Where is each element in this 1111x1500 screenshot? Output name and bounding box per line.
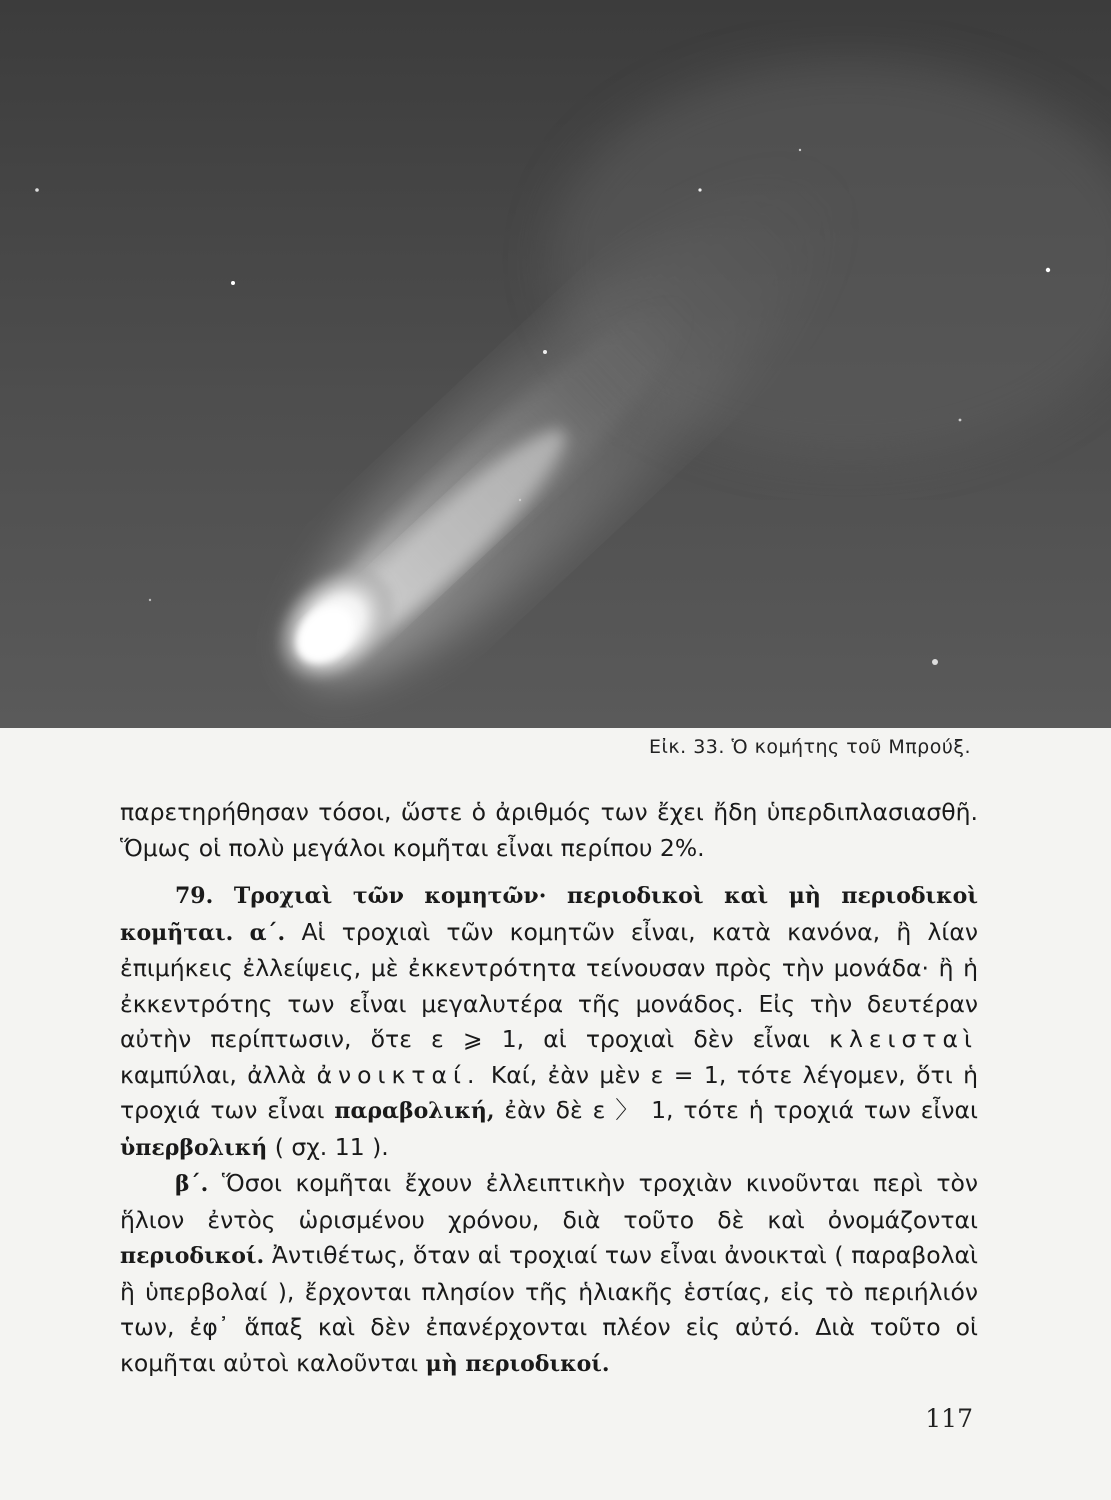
beta-paragraph bbox=[120, 1166, 978, 1382]
beta-text-1: Ὅσοι κομῆται ἔχουν ἐλλειπτικὴν τροχιὰν κινοῦνται περὶ τὸν ἥλιον ἐντὸς ὡρισμένου χρόνου, διὰ τοῦτο δὲ καὶ ὀνομάζονται bbox=[120, 1169, 978, 1234]
comet-photograph bbox=[0, 0, 1111, 728]
page-body bbox=[120, 795, 978, 1382]
term-periodic: περιοδικοί. bbox=[120, 1243, 265, 1269]
section-heading: 79. Τροχιαὶ τῶν κομητῶν· περιοδικοὶ καὶ μὴ περιοδικοὶ κομῆται. bbox=[120, 883, 978, 946]
alpha-text-2: καμπύλαι, ἀλλὰ bbox=[120, 1060, 307, 1089]
beta-text-2: Ἀντιθέτως, ὅταν αἱ τροχιαί των εἶναι ἀνοικταὶ ( παραβολαὶ ἢ ὑπερβολαί ), ἔρχονται πλησίον τῆς ἡλιακῆς ἑστίας, εἰς τὸ περιήλιόν των, ἐφ᾿ ἅπαξ καὶ δὲν ἐπανέρχονται πλέον εἰς αὐτό. Διὰ τοῦτο οἱ κομῆται αὐτοὶ καλοῦνται bbox=[120, 1241, 978, 1377]
section-79-paragraph bbox=[120, 878, 978, 1166]
term-hyperbolic: ὑπερβολική bbox=[120, 1134, 268, 1161]
alpha-spaced-closed: κλεισταὶ bbox=[829, 1025, 978, 1053]
alpha-text-3: Καί, ἐὰν μὲν ε = 1, τότε λέγομεν, ὅτι ἡ τροχιά των εἶναι bbox=[120, 1060, 978, 1124]
alpha-text-1: Αἱ τροχιαὶ τῶν κομητῶν εἶναι, κατὰ κανόνα, ἢ λίαν ἐπιμήκεις ἐλλείψεις, μὲ ἐκκεντρότητα τείνουσαν πρὸς τὴν μονάδα· ἢ ἡ ἐκκεντρότης των εἶναι μεγαλυτέρα τῆς μονάδος. Εἰς τὴν δευτέραν αὐτὴν περίπτωσιν, ὅτε ε ⩾ 1, αἱ τροχιαὶ δὲν εἶναι bbox=[120, 917, 978, 1053]
alpha-text-5: ( σχ. 11 ). bbox=[274, 1132, 389, 1161]
alpha-spaced-open: ἀνοικταί. bbox=[316, 1060, 481, 1089]
alpha-label: α΄. bbox=[249, 919, 286, 946]
intro-paragraph: παρετηρήθησαν τόσοι, ὥστε ὁ ἀριθμός των ἔχει ἤδη ὑπερδιπλασιασθῆ. Ὅμως οἱ πολὺ μεγάλοι κομῆται εἶναι περίπου 2%. bbox=[120, 798, 978, 862]
term-non-periodic: μὴ περιοδικοί. bbox=[425, 1350, 610, 1377]
term-parabolic: παραβολική, bbox=[334, 1098, 495, 1124]
alpha-text-4: ἐὰν δὲ ε 〉 1, τότε ἡ τροχιά των εἶναι bbox=[504, 1096, 978, 1124]
beta-label: β΄. bbox=[175, 1171, 209, 1197]
page-number: 117 bbox=[925, 1404, 973, 1433]
figure-caption: Εἰκ. 33. Ὁ κομήτης τοῦ Μπρούξ. bbox=[649, 736, 971, 758]
